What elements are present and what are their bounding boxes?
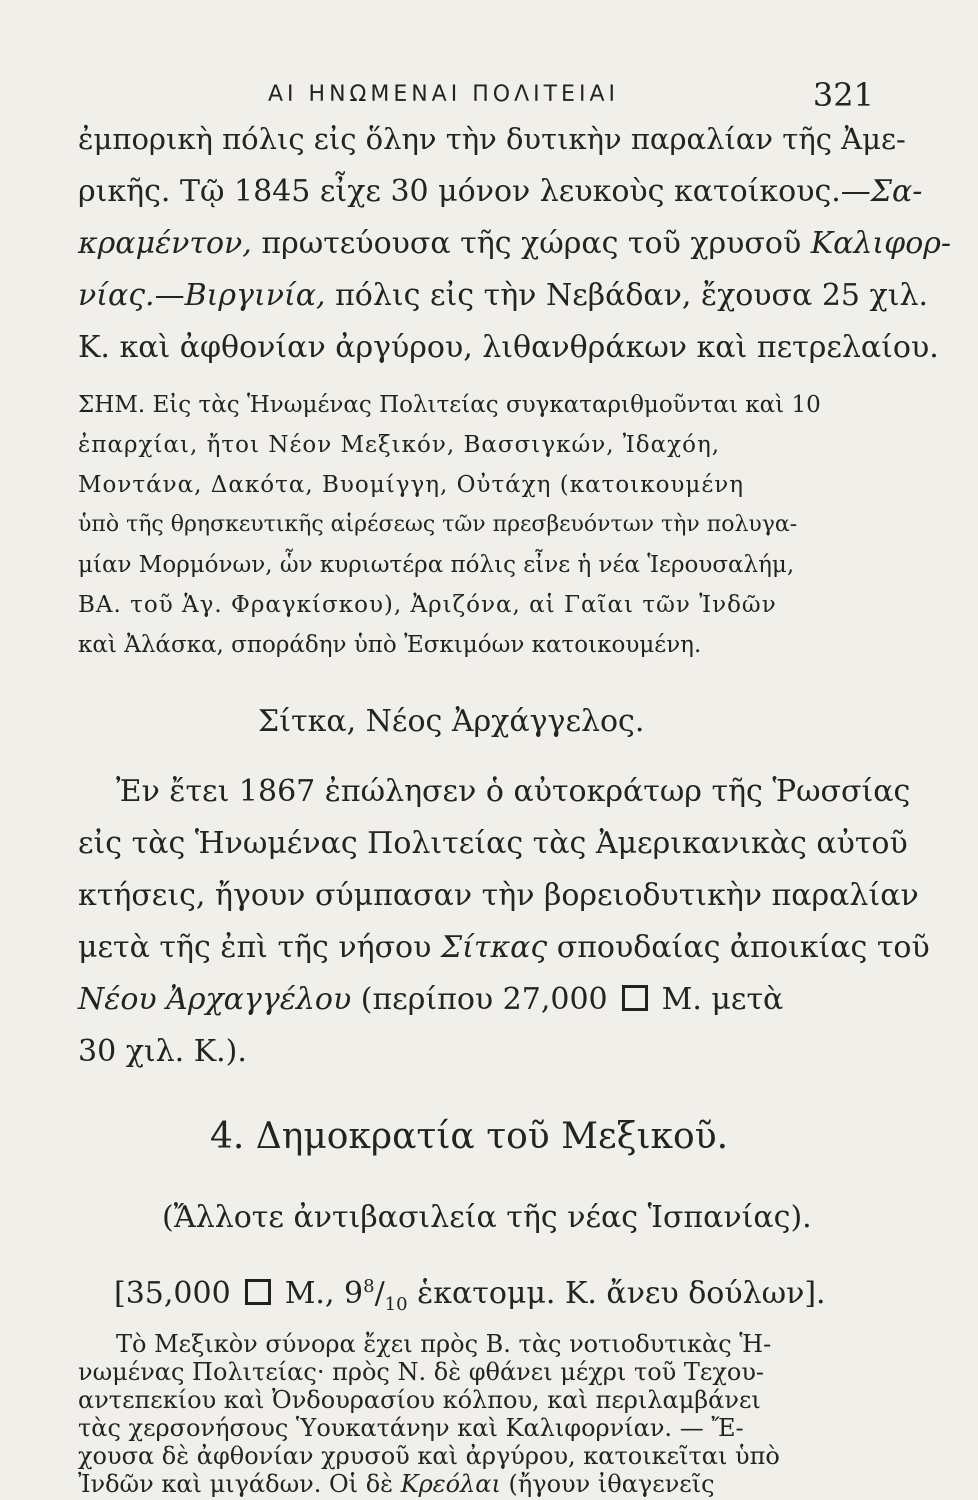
text-line (78, 1358, 764, 1386)
note-line (78, 632, 701, 658)
note-text: ὑπὸ τῆς θρησκευτικῆς αἱρέσεως τῶν πρεσβευόντων τὴν πολυγα- (78, 512, 798, 537)
text: κτήσεις, ἤγουν σύμπασαν τὴν βορειοδυτικὴν παραλίαν (78, 878, 919, 913)
text-line (78, 226, 951, 261)
section-title: 4. Δημοκρατία τοῦ Μεξικοῦ. (210, 1116, 729, 1157)
text: αντεπεκίου καὶ Ὀνδουρασίου κόλπου, καὶ περιλαμβάνει (78, 1386, 761, 1414)
text-line (78, 826, 908, 861)
text: Τὸ Μεξικὸν σύνορα ἔχει πρὸς Β. τὰς νοτιοδυτικὰς Ἡ- (116, 1330, 772, 1358)
text: σπουδαίας ἀποικίας τοῦ (547, 930, 930, 965)
text-line (116, 1330, 771, 1358)
note-text: Μοντάνα, Δακότα, Βυομίγγη, Οὐτάχη (κατοικουμένη (78, 472, 745, 498)
text: μετὰ τῆς ἐπὶ τῆς νήσου (78, 930, 441, 965)
subheading-text: Σίτκα, Νέος Ἀρχάγγελος. (258, 704, 645, 739)
section-subtitle (162, 1200, 812, 1235)
italic-place-name: Καλιφορ- (810, 226, 952, 261)
square-unit-icon (245, 1279, 271, 1305)
fraction: $^8/_{10}$ (363, 1276, 408, 1315)
note-line (78, 552, 794, 578)
text: (ἤγουν ἰθαγενεῖς (500, 1470, 715, 1498)
text-line (78, 174, 922, 209)
stats-text: ἑκατομμ. Κ. ἄνευ δούλων]. (407, 1276, 826, 1311)
text-line (78, 278, 928, 313)
note-line (78, 472, 744, 498)
text-line (116, 774, 910, 809)
note-text: ΣΗΜ. Εἰς τὰς Ἡνωμένας Πολιτείας συγκαταριθμοῦνται καὶ 10 (78, 392, 821, 418)
text: 30 χιλ. Κ.). (78, 1034, 247, 1069)
italic-place-name: κραμέντον, (78, 226, 252, 261)
stats-text: Μ., 9 (284, 1276, 364, 1311)
text: πρωτεύουσα τῆς χώρας τοῦ χρυσοῦ (251, 226, 811, 261)
stats-text: [35,000 (114, 1276, 231, 1311)
text: πόλις εἰς τὴν Νεβάδαν, ἔχουσα 25 χιλ. (325, 278, 929, 313)
note-line (78, 392, 821, 418)
text: Μ. μετὰ (661, 982, 784, 1017)
italic-word: Κρεόλαι (400, 1470, 501, 1498)
subheading (258, 704, 644, 739)
note-text: μίαν Μορμόνων, ὧν κυριωτέρα πόλις εἶνε ἡ νέα Ἱερουσαλήμ, (78, 552, 795, 578)
note-text: καὶ Ἀλάσκα, σποράδην ὑπὸ Ἐσκιμόων κατοικουμένη. (78, 632, 702, 658)
text-line (78, 982, 783, 1017)
text-line (78, 1034, 247, 1069)
page-number: 321 (812, 76, 874, 114)
text-line (78, 1386, 761, 1414)
text: Ἐν ἔτει 1867 ἐπώλησεν ὁ αὐτοκράτωρ τῆς Ῥωσσίας (116, 774, 911, 809)
stats-line (114, 1276, 826, 1315)
text: ρικῆς. Τῷ 1845 εἶχε 30 μόνον λευκοὺς κατοίκους.— (78, 174, 871, 209)
text-line (78, 1414, 744, 1442)
square-unit-icon (622, 985, 648, 1011)
note-line (78, 432, 720, 458)
italic-place-name: Νέου Ἀρχαγγέλου (78, 982, 352, 1017)
text: Κ. καὶ ἀφθονίαν ἀργύρου, λιθανθράκων καὶ πετρελαίου. (78, 330, 939, 365)
text: νωμένας Πολιτείας· πρὸς Ν. δὲ φθάνει μέχρι τοῦ Τεχου- (78, 1358, 765, 1386)
text-line (78, 122, 906, 156)
text: χουσα δὲ ἀφθονίαν χρυσοῦ καὶ ἀργύρου, κατοικεῖται ὑπὸ (78, 1442, 780, 1470)
text: τὰς χερσονήσους Ὑουκατάνην καὶ Καλιφορνίαν. — Ἔ- (78, 1414, 744, 1442)
running-title: ΑΙ ΗΝΩΜΕΝΑΙ ΠΟΛΙΤΕΙΑΙ (268, 82, 619, 107)
text: (περίπου 27,000 (351, 982, 608, 1017)
text-line (78, 930, 930, 965)
italic-place-name: Σίτκας (440, 930, 548, 965)
note-line (78, 592, 777, 618)
fraction-numerator: 8 (363, 1276, 375, 1297)
section-heading (210, 1116, 728, 1157)
text-line (78, 1442, 780, 1470)
fraction-denominator: 10 (384, 1294, 408, 1315)
text-line (78, 1470, 715, 1498)
section-subtitle-text: (Ἄλλοτε ἀντιβασιλεία τῆς νέας Ἱσπανίας). (162, 1200, 812, 1235)
text-line (78, 878, 919, 913)
italic-place-name: Σα- (870, 174, 923, 209)
note-text: ἐπαρχίαι, ἤτοι Νέον Μεξικόν, Βασσιγκών, Ἰδαχόη, (78, 432, 721, 458)
text: Ἰνδῶν καὶ μιγάδων. Οἱ δὲ (78, 1470, 401, 1498)
text: εἰς τὰς Ἡνωμένας Πολιτείας τὰς Ἀμερικανικὰς αὐτοῦ (78, 826, 908, 861)
note-text: ΒΑ. τοῦ Ἁγ. Φραγκίσκου), Ἀριζόνα, αἱ Γαῖαι τῶν Ἰνδῶν (78, 592, 777, 618)
running-head (78, 76, 878, 120)
text-line (78, 330, 939, 365)
italic-place-name: νίας.—Βιργινία, (78, 278, 326, 313)
text: ἐμπορικὴ πόλις εἰς ὅλην τὴν δυτικὴν παραλίαν τῆς Ἀμε- (78, 122, 906, 156)
note-line (78, 512, 797, 537)
